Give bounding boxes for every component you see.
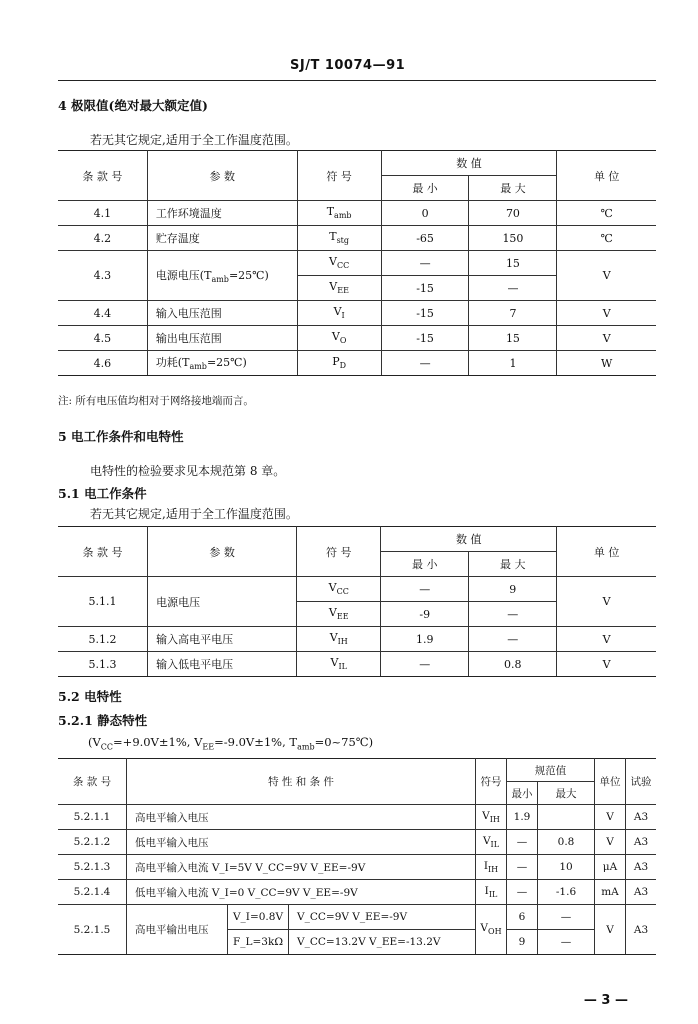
table-row: 4.1 工作环境温度 $T_{amb}$ 0 70 ℃ (58, 201, 656, 226)
limits-note: 注: 所有电压值均相对于网络接地端而言。 (58, 395, 254, 407)
col-param: 参 数 (147, 151, 297, 201)
header-rule (58, 80, 656, 81)
table-row: 4.6 功耗$(T_{amb}=25℃)$ $P_D$ — 1 W (58, 351, 656, 376)
table-row: 5.1.2 输入高电平电压 $V_{IH}$ 1.9 — V (58, 627, 656, 652)
limits-table (58, 150, 656, 376)
section-4-intro: 若无其它规定,适用于全工作温度范围。 (90, 133, 298, 147)
section-51-title: 5.1 电工作条件 (58, 486, 147, 501)
page-number: — 3 — (583, 993, 628, 1008)
table-row: 4.5 输出电压范围 $V_O$ -15 15 V (58, 326, 656, 351)
col-sym: 符 号 (297, 151, 381, 201)
col-val: 数 值 (381, 151, 557, 176)
table-row: 4.3 电源电压$(T_{amb}=25℃)$ $V_{CC}$ — 15 V (58, 251, 656, 276)
col-no: 条 款 号 (58, 151, 147, 201)
table-row: 5.2.1.4 低电平输入电流 V_I=0 V_CC=9V V_EE=-9V $I_{IL}$ — -1.6 mA A3 (58, 880, 656, 905)
table-row: 4.4 输入电压范围 $V_I$ -15 7 V (58, 301, 656, 326)
operating-conditions-table: 条 款 号 参 数 符 号 数 值 单 位 最 小 最 大 5.1.1 电源电压 $V_{CC}$ — 9 V $V_{EE}$ -9 — 5.1.2 输入高电平电压 $V_{IH}$ 1.9 — V 5.1.3 输入低电平电压 $V_{IL}$ — 0.8 V (58, 526, 656, 677)
col-max: 最 大 (469, 176, 557, 201)
section-521-title: 5.2.1 静态特性 (58, 713, 148, 728)
table-row: 5.1.1 电源电压 $V_{CC}$ — 9 V (58, 577, 656, 602)
col-unit: 单 位 (557, 151, 656, 201)
section-5-title: 5 电工作条件和电特性 (58, 429, 184, 444)
section-51-intro: 若无其它规定,适用于全工作温度范围。 (90, 507, 298, 521)
section-5-intro: 电特性的检验要求见本规范第 8 章。 (90, 464, 286, 478)
table-row: 5.1.3 输入低电平电压 $V_{IL}$ — 0.8 V (58, 652, 656, 677)
table-row: 4.2 贮存温度 $T_{stg}$ -65 150 ℃ (58, 226, 656, 251)
table-row: $V_{EE}$ -15 — (58, 276, 656, 301)
table-row: $V_{EE}$ -9 — (58, 602, 656, 627)
doc-header: SJ/T 10074—91 (290, 58, 406, 73)
section-521-conditions: ($V_{CC}=+9.0V\pm 1\%$, $V_{EE}=-9.0V\pm 1\%$, $T_{amb}=0\sim 75℃$) (88, 735, 374, 752)
table-row: F_L=3kΩ V_CC=13.2V V_EE=-13.2V 9 — (58, 930, 656, 955)
table-row: 5.2.1.1 高电平输入电压 $V_{IH}$ 1.9 V A3 (58, 805, 656, 830)
section-52-title: 5.2 电特性 (58, 689, 122, 704)
col-min: 最 小 (381, 176, 469, 201)
table-row: 5.2.1.2 低电平输入电压 $V_{IL}$ — 0.8 V A3 (58, 830, 656, 855)
table-row: 5.2.1.5 高电平输出电压 V_I=0.8V V_CC=9V V_EE=-9V $V_{OH}$ 6 — V A3 (58, 905, 656, 930)
static-characteristics-table: 条 款 号 特 性 和 条 件 符号 规范值 单位 试验 最小 最大 5.2.1.1 高电平输入电压 $V_{IH}$ 1.9 V A3 5.2.1.2 低电平输入电压 $V_{IL}$ — 0.8 V A3 5.2.1.3 高电平输入电流 V_I=5V V_CC=9V V_EE=-9V $I_{IH}$ — 10 μA A3 5.2.1.4 低电平输入电流 V_I=0 V_CC=9V V_EE=-9V $I_{IL}$ — -1.6 mA A3 5.2.1.5 高电平输出电压 V_I=0.8V V_CC=9V V_EE=-9V $V_{OH}$ 6 — V A3 F_L=3kΩ V_CC=13.2V V_EE=-13.2V 9 — (58, 758, 656, 955)
section-4-title: 4 极限值(绝对最大额定值) (58, 98, 208, 113)
table-row: 5.2.1.3 高电平输入电流 V_I=5V V_CC=9V V_EE=-9V $I_{IH}$ — 10 μA A3 (58, 855, 656, 880)
